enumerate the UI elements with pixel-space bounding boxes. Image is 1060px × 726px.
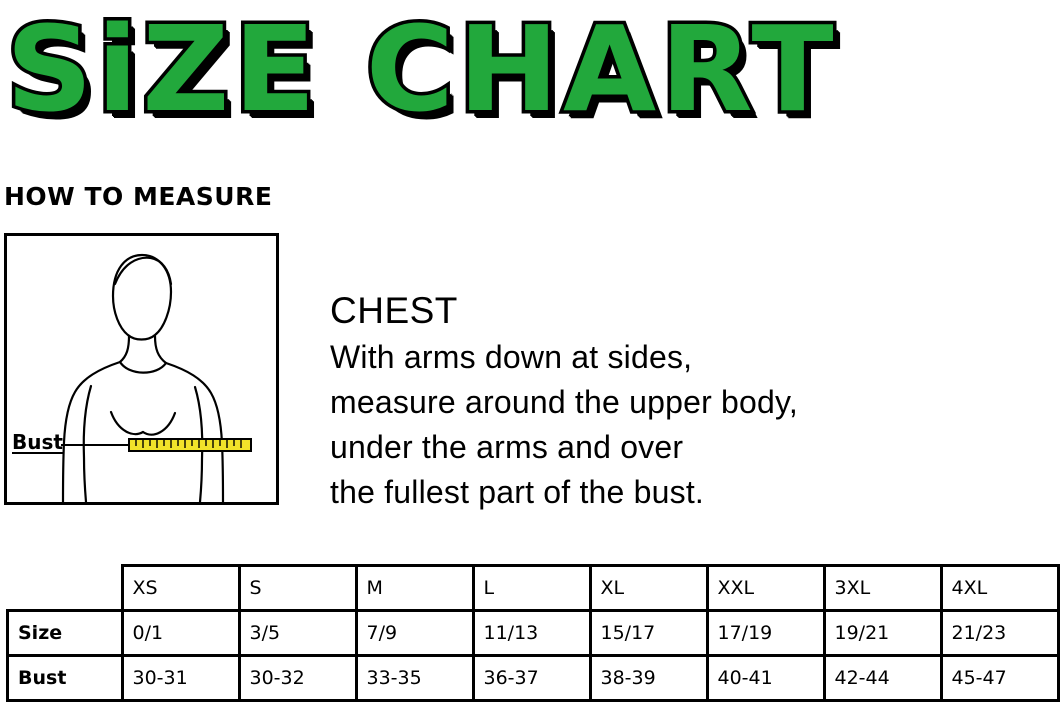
table-col-header-m: M xyxy=(356,566,473,611)
description-line-3: under the arms and over xyxy=(330,429,684,465)
table-col-header-xs: XS xyxy=(122,566,239,611)
measurement-figure-panel xyxy=(4,233,279,505)
table-cell-size-xxl: 17/19 xyxy=(707,611,824,656)
table-cell-bust-3xl: 42-44 xyxy=(824,656,941,701)
table-row xyxy=(8,656,1059,701)
table-cell-size-s: 3/5 xyxy=(239,611,356,656)
table-col-header-3xl: 3XL xyxy=(824,566,941,611)
section-heading: HOW TO MEASURE xyxy=(4,182,273,211)
table-cell-bust-s: 30-32 xyxy=(239,656,356,701)
table-cell-bust-xs: 30-31 xyxy=(122,656,239,701)
table-row-header-bust: Bust xyxy=(8,656,123,701)
description-body xyxy=(330,335,930,515)
female-torso-illustration-icon xyxy=(7,236,276,502)
tape-measure xyxy=(129,439,251,451)
table-cell-size-m: 7/9 xyxy=(356,611,473,656)
table-cell-size-xs: 0/1 xyxy=(122,611,239,656)
table-col-header-l: L xyxy=(473,566,590,611)
table-col-header-4xl: 4XL xyxy=(941,566,1058,611)
table-cell-size-l: 11/13 xyxy=(473,611,590,656)
table-header-row xyxy=(8,566,1059,611)
title-banner xyxy=(0,0,953,150)
description-title: CHEST xyxy=(330,290,458,331)
table-col-header-s: S xyxy=(239,566,356,611)
table-cell-bust-xl: 38-39 xyxy=(590,656,707,701)
table-cell-size-xl: 15/17 xyxy=(590,611,707,656)
table-corner-cell xyxy=(8,566,123,611)
table-cell-bust-xxl: 40-41 xyxy=(707,656,824,701)
table-col-header-xl: XL xyxy=(590,566,707,611)
description-line-1: With arms down at sides, xyxy=(330,339,693,375)
table-cell-bust-l: 36-37 xyxy=(473,656,590,701)
description-line-2: measure around the upper body, xyxy=(330,384,798,420)
table-cell-bust-4xl: 45-47 xyxy=(941,656,1058,701)
table-col-header-xxl: XXL xyxy=(707,566,824,611)
page-title: SiZE CHART xyxy=(6,0,838,138)
description-block xyxy=(330,288,930,515)
table-cell-bust-m: 33-35 xyxy=(356,656,473,701)
description-line-4: the fullest part of the bust. xyxy=(330,474,705,510)
table-row xyxy=(8,611,1059,656)
table-cell-size-3xl: 19/21 xyxy=(824,611,941,656)
bust-label: Bust xyxy=(12,430,63,454)
size-chart-table xyxy=(6,564,1060,702)
table-row-header-size: Size xyxy=(8,611,123,656)
table-cell-size-4xl: 21/23 xyxy=(941,611,1058,656)
